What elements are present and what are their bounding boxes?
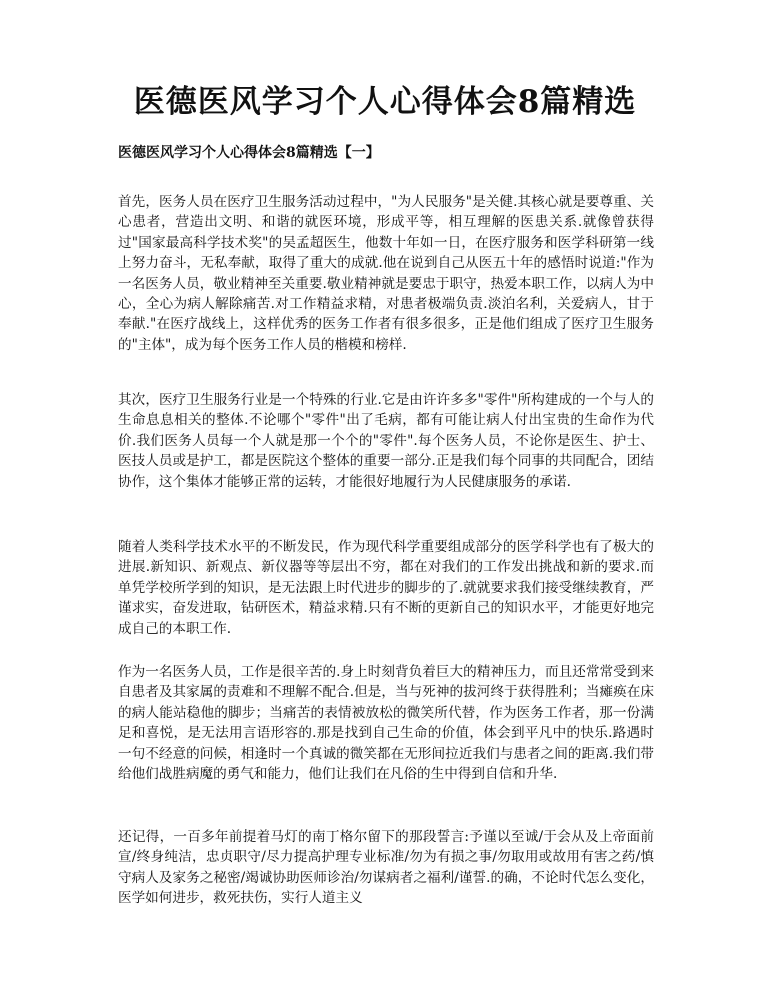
paragraph-4: 作为一名医务人员，工作是很辛苦的.身上时刻背负着巨大的精神压力，而且还常常受到来自患者及其家属的责难和不理解不配合.但是，当与死神的拔河终于获得胜利；当瘫痪在床的病人能站稳他的脚步；当痛苦的表情被放松的微笑所代替，作为医务工作者，那一份满足和喜悦，是无法用言语形容的.那是找到自己生命的价值，体会到平凡中的快乐.路遇时一句不经意的问候，相逢时一个真诚的微笑都在无形间拉近我们与患者之间的距离.我们带给他们战胜病魔的勇气和能力，他们让我们在凡俗的生中得到自信和升华. — [118, 664, 654, 783]
paragraph-1: 首先，医务人员在医疗卫生服务活动过程中，"为人民服务"是关健.其核心就是要尊重、关心患者，营造出文明、和谐的就医环境，形成平等，相互理解的医患关系.就像曾获得过"国家最高科学技术奖"的吴孟超医生，他数十年如一日，在医疗服务和医学科研第一线上努力奋斗，无私奉献，取得了重大的成就.他在说到自己从医五十年的感悟时说道:"作为一名医务人员，敬业精神至关重要.敬业精神就是要忠于职守，热爱本职工作，以病人为中心，全心为病人解除痛苦.对工作精益求精，对患者极端负责.淡泊名利，关爱病人，甘于奉献."在医疗战线上，这样优秀的医务工作者有很多很多，正是他们组成了医疗卫生服务的"主体"，成为每个医务工作人员的楷模和榜样. — [118, 194, 654, 353]
paragraph-3: 随着人类科学技术水平的不断发民，作为现代科学重要组成部分的医学科学也有了极大的进展.新知识、新观点、新仪器等等层出不穷，都在对我们的工作发出挑战和新的要求.而单凭学校所学到的知识，是无法跟上时代进步的脚步的了.就就要求我们接受继续教育，严谨求实，奋发进取，钻研医术，精益求精.只有不断的更新自己的知识水平，才能更好地完成自己的本职工作. — [118, 539, 654, 637]
paragraph-5: 还记得，一百多年前提着马灯的南丁格尔留下的那段誓言:予谨以至诚/于会从及上帝面前宣/终身纯洁，忠贞职守/尽力提高护理专业标准/勿为有损之事/勿取用或故用有害之药/慎守病人及家务之秘密/竭诚协助医师诊治/勿谋病者之福利/谨誓.的确，不论时代怎么变化，医学如何进步，救死扶伤，实行人道主义 — [118, 829, 654, 907]
paragraph-2: 其次，医疗卫生服务行业是一个特殊的行业.它是由许许多多"零件"所构建成的一个与人的生命息息相关的整体.不论哪个"零件"出了毛病，都有可能让病人付出宝贵的生命作为代价.我们医务人员每一个人就是那一个个的"零件".每个医务人员，不论你是医生、护士、医技人员或是护工，都是医院这个整体的重要一部分.正是我们每个同事的共同配合，团结协作，这个集体才能够正常的运转，才能很好地履行为人民健康服务的承诺. — [118, 392, 654, 490]
section-heading: 医德医风学习个人心得体会8篇精选【一】 — [118, 145, 380, 161]
document-title: 医德医风学习个人心得体会8篇精选 — [133, 84, 637, 120]
